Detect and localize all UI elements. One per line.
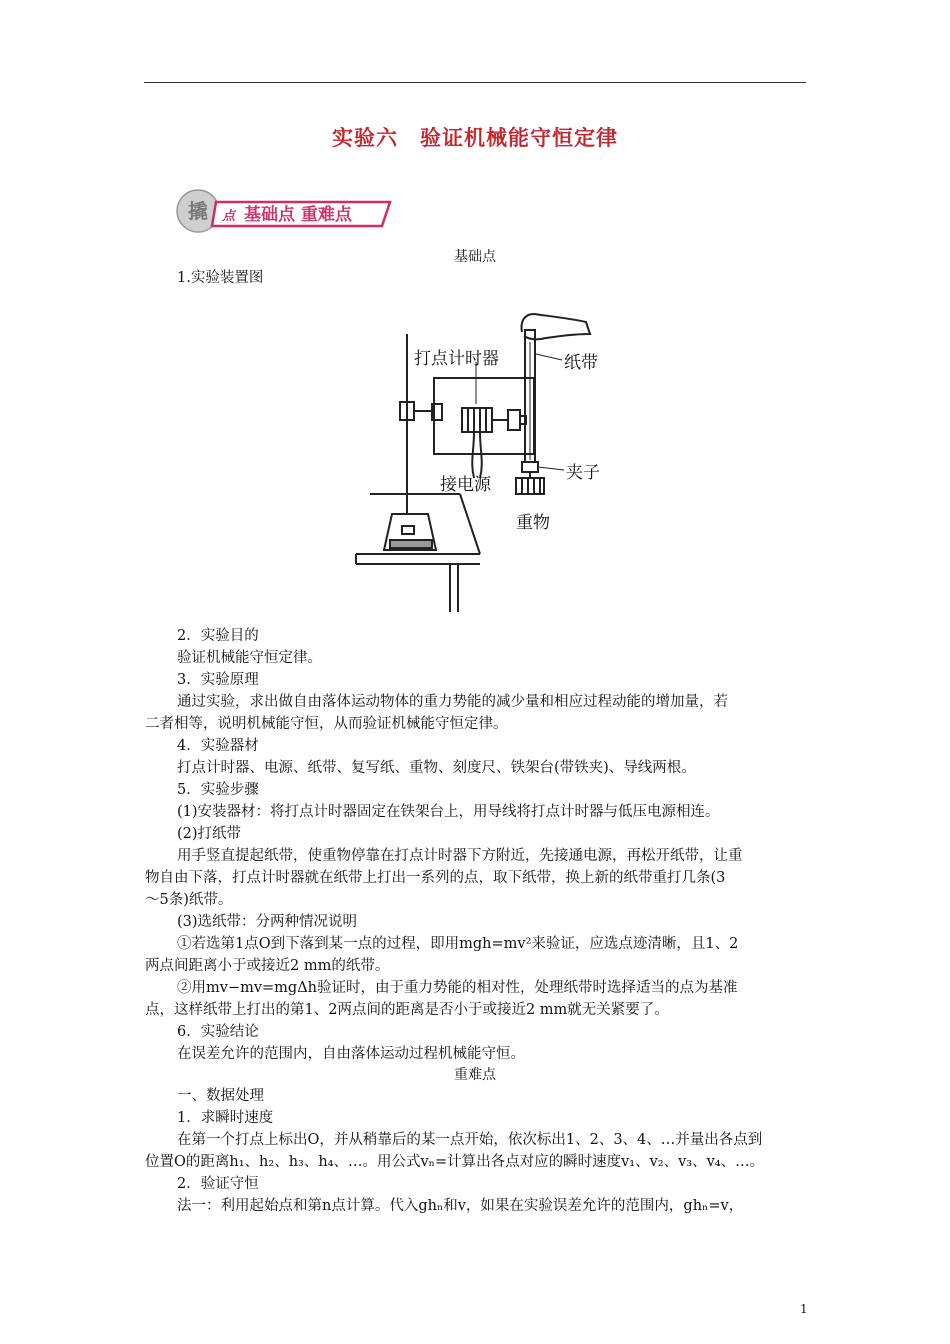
item-3: 3．实验原理 xyxy=(177,672,259,688)
item-4-body: 打点计时器、电源、纸带、复写纸、重物、刻度尺、铁架台(带铁夹)、导线两根。 xyxy=(177,760,696,776)
section-1-2: 2．验证守恒 xyxy=(177,1176,259,1192)
item-2: 2．实验目的 xyxy=(177,628,259,644)
page-number: 1 xyxy=(800,1302,808,1316)
apparatus-figure xyxy=(350,292,630,620)
label-power: 接电源 xyxy=(440,475,491,495)
item-5: 5．实验步骤 xyxy=(177,782,259,798)
heading-hard: 重难点 xyxy=(454,1067,496,1083)
item-3-body: 通过实验，求出做自由落体运动物体的重力势能的减少量和相应过程动能的增加量，若 xyxy=(177,694,728,710)
item-5-2-body-cont: 物自由下落，打点计时器就在纸带上打出一系列的点，取下纸带，换上新的纸带重打几条(3 xyxy=(145,870,726,886)
section-1-1-body: 在第一个打点上标出O，并从稍靠后的某一点开始，依次标出1、2、3、4、…并量出各点到 xyxy=(177,1132,763,1148)
page-title: 实验六 验证机械能守恒定律 xyxy=(332,126,618,150)
item-6: 6．实验结论 xyxy=(177,1024,259,1040)
svg-text:点: 点 xyxy=(222,209,236,224)
banner-label: 基础点 重难点 xyxy=(244,205,352,225)
item-5-2-body: 用手竖直提起纸带，使重物停靠在打点计时器下方附近，先接通电源，再松开纸带，让重 xyxy=(177,848,743,864)
section-1: 一、数据处理 xyxy=(177,1088,264,1104)
item-5-1: (1)安装器材：将打点计时器固定在铁架台上，用导线将打点计时器与低压电源相连。 xyxy=(177,804,720,820)
section-banner xyxy=(176,186,392,236)
item-5-3-b: ②用mv−mv=mgΔh验证时，由于重力势能的相对性，处理纸带时选择适当的点为基准 xyxy=(177,980,738,996)
item-5-3-a: ①若选第1点O到下落到某一点的过程，即用mgh=mv²来验证，应选点迹清晰，且1、2 xyxy=(177,936,739,952)
item-2-body: 验证机械能守恒定律。 xyxy=(177,650,322,666)
item-4: 4．实验器材 xyxy=(177,738,259,754)
section-1-1-body-cont: 位置O的距离h₁、h₂、h₃、h₄、…。用公式vₙ=计算出各点对应的瞬时速度v₁、v₂、v₃、v₄、…。 xyxy=(145,1154,765,1170)
item-3-body-cont: 二者相等，说明机械能守恒，从而验证机械能守恒定律。 xyxy=(145,716,508,732)
item-1: 1.实验装置图 xyxy=(177,270,264,286)
top-rule xyxy=(144,82,806,83)
label-tape: 纸带 xyxy=(564,353,598,373)
svg-text:撬: 撬 xyxy=(188,199,208,223)
item-5-3-a-cont: 两点间距离小于或接近2 mm的纸带。 xyxy=(145,958,390,974)
label-clip: 夹子 xyxy=(566,463,600,483)
label-weight: 重物 xyxy=(516,513,550,533)
item-5-2-body-cont2: ～5条)纸带。 xyxy=(145,892,233,908)
label-timer: 打点计时器 xyxy=(414,349,499,369)
section-1-1: 1．求瞬时速度 xyxy=(177,1110,274,1126)
item-5-3: (3)选纸带：分两种情况说明 xyxy=(177,914,358,930)
item-5-3-b-cont: 点，这样纸带上打出的第1、2两点间的距离是否小于或接近2 mm就无关紧要了。 xyxy=(145,1002,669,1018)
item-5-2: (2)打纸带 xyxy=(177,826,242,842)
section-1-2-body: 法一：利用起始点和第n点计算。代入ghₙ和v，如果在实验误差允许的范围内，ghₙ=v， xyxy=(177,1198,744,1214)
item-6-body: 在误差允许的范围内，自由落体运动过程机械能守恒。 xyxy=(177,1046,525,1062)
heading-basic: 基础点 xyxy=(454,249,496,265)
